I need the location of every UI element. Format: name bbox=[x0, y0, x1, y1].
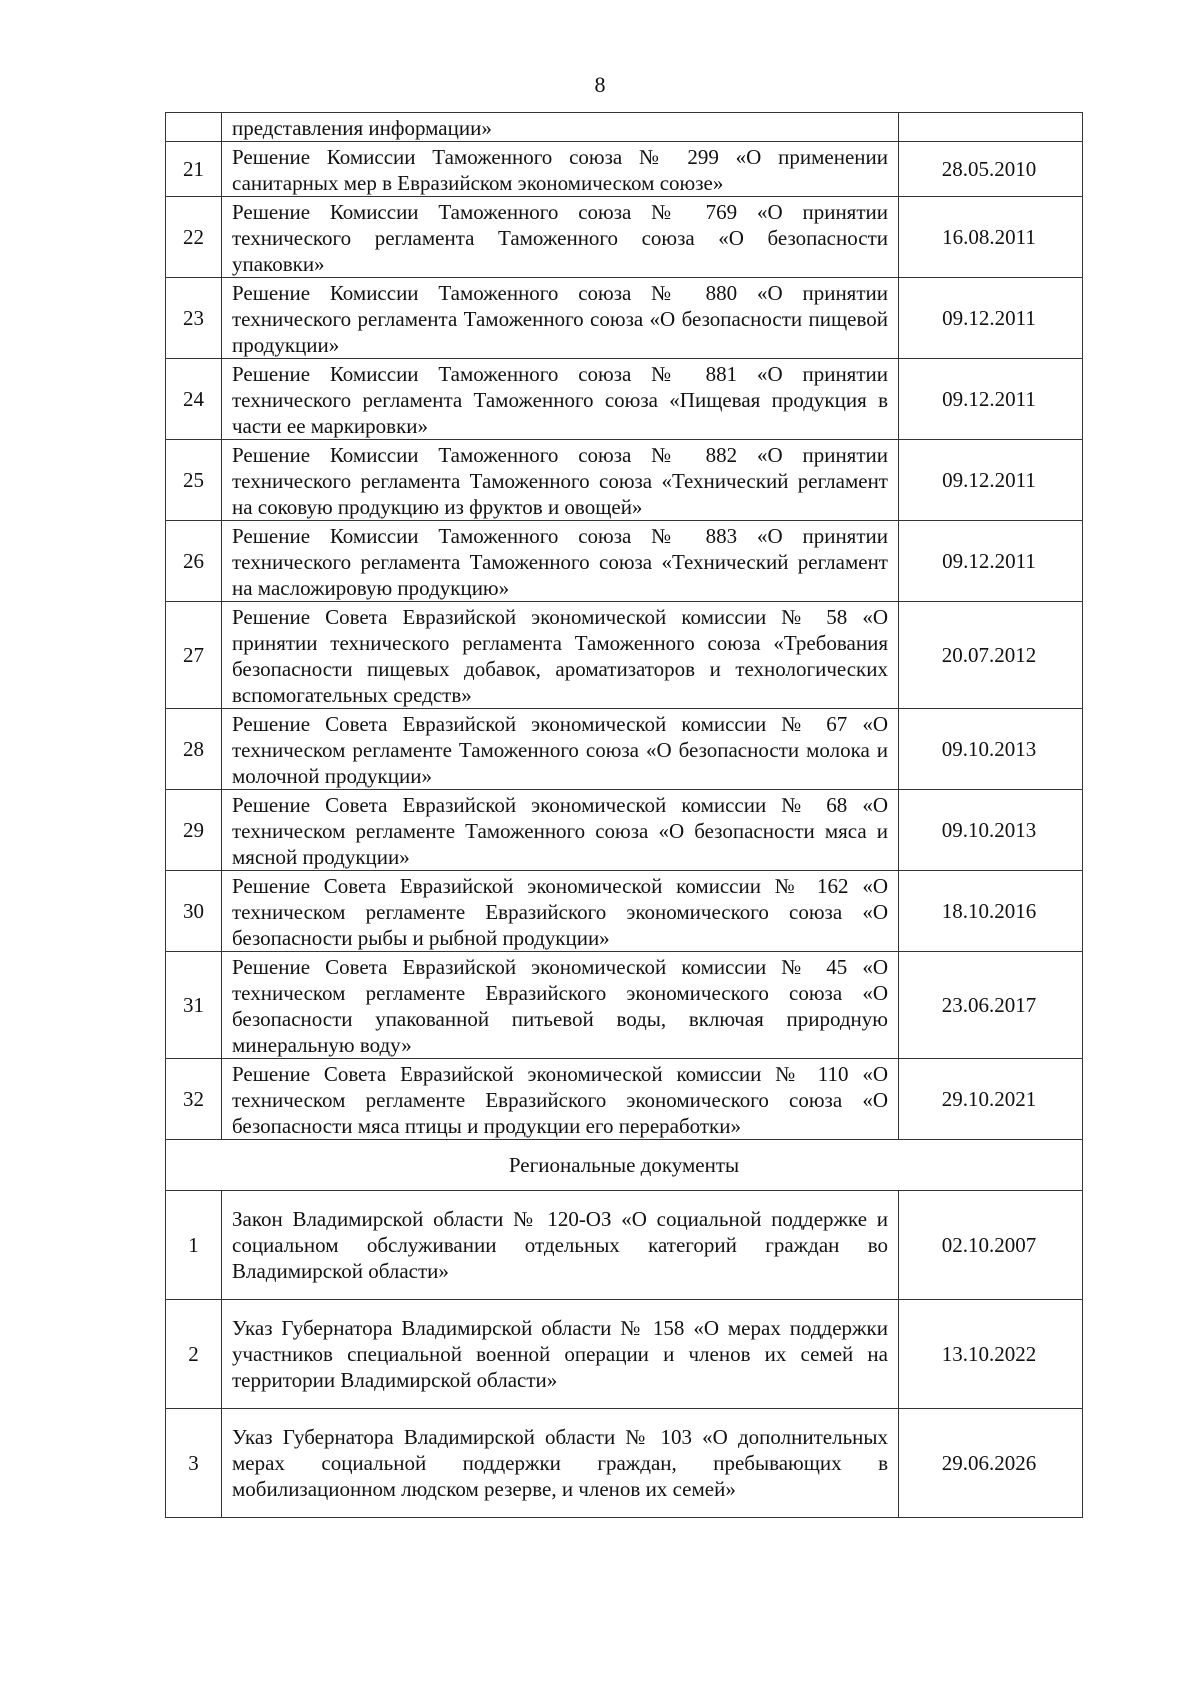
row-number: 32 bbox=[166, 1059, 222, 1140]
table-row bbox=[166, 440, 1083, 521]
row-number: 27 bbox=[166, 602, 222, 709]
row-number: 22 bbox=[166, 197, 222, 278]
row-title: Решение Совета Евразийской экономической комиссии № 110 «О техническом регламенте Евразийского экономического союза «О безопасности мяса птицы и продукции его переработки» bbox=[222, 1059, 899, 1140]
row-date bbox=[899, 113, 1083, 142]
row-number: 29 bbox=[166, 790, 222, 871]
row-number bbox=[166, 113, 222, 142]
row-date: 16.08.2011 bbox=[899, 197, 1083, 278]
row-date: 29.10.2021 bbox=[899, 1059, 1083, 1140]
row-title: Решение Комиссии Таможенного союза № 881 «О принятии технического регламента Таможенного союза «Пищевая продукция в части ее маркировки» bbox=[222, 359, 899, 440]
row-number: 23 bbox=[166, 278, 222, 359]
row-number: 24 bbox=[166, 359, 222, 440]
row-date: 13.10.2022 bbox=[899, 1300, 1083, 1409]
table-row bbox=[166, 1059, 1083, 1140]
section-header-row bbox=[166, 1140, 1083, 1191]
table-row bbox=[166, 1191, 1083, 1300]
row-date: 02.10.2007 bbox=[899, 1191, 1083, 1300]
documents-table bbox=[165, 112, 1083, 1518]
table-row bbox=[166, 278, 1083, 359]
row-title: Указ Губернатора Владимирской области № 103 «О дополнительных мерах социальной поддержки граждан, пребывающих в мобилизационном людском резерве, и членов их семей» bbox=[222, 1409, 899, 1518]
table-row bbox=[166, 142, 1083, 197]
row-number: 26 bbox=[166, 521, 222, 602]
row-date: 09.12.2011 bbox=[899, 278, 1083, 359]
row-number: 3 bbox=[166, 1409, 222, 1518]
row-title: Указ Губернатора Владимирской области № 158 «О мерах поддержки участников специальной военной операции и членов их семей на территории Владимирской области» bbox=[222, 1300, 899, 1409]
row-title: Решение Комиссии Таможенного союза № 883 «О принятии технического регламента Таможенного союза «Технический регламент на масложировую продукцию» bbox=[222, 521, 899, 602]
section-title: Региональные документы bbox=[166, 1140, 1083, 1191]
row-title: Решение Комиссии Таможенного союза № 299 «О применении санитарных мер в Евразийском экономическом союзе» bbox=[222, 142, 899, 197]
row-title: Решение Совета Евразийской экономической комиссии № 67 «О техническом регламенте Таможенного союза «О безопасности молока и молочной продукции» bbox=[222, 709, 899, 790]
row-date: 18.10.2016 bbox=[899, 871, 1083, 952]
row-number: 31 bbox=[166, 952, 222, 1059]
row-title: Решение Комиссии Таможенного союза № 880 «О принятии технического регламента Таможенного союза «О безопасности пищевой продукции» bbox=[222, 278, 899, 359]
table-row bbox=[166, 952, 1083, 1059]
table-row bbox=[166, 709, 1083, 790]
row-date: 09.12.2011 bbox=[899, 440, 1083, 521]
row-title: Решение Совета Евразийской экономической комиссии № 162 «О техническом регламенте Евразийского экономического союза «О безопасности рыбы и рыбной продукции» bbox=[222, 871, 899, 952]
row-date: 09.10.2013 bbox=[899, 790, 1083, 871]
table-row bbox=[166, 602, 1083, 709]
row-number: 28 bbox=[166, 709, 222, 790]
row-title: Закон Владимирской области № 120-ОЗ «О социальной поддержке и социальном обслуживании отдельных категорий граждан во Владимирской области» bbox=[222, 1191, 899, 1300]
row-date: 23.06.2017 bbox=[899, 952, 1083, 1059]
page-number: 8 bbox=[594, 72, 606, 97]
row-number: 30 bbox=[166, 871, 222, 952]
row-number: 1 bbox=[166, 1191, 222, 1300]
row-title: Решение Комиссии Таможенного союза № 882 «О принятии технического регламента Таможенного союза «Технический регламент на соковую продукцию из фруктов и овощей» bbox=[222, 440, 899, 521]
table-row bbox=[166, 359, 1083, 440]
table-row bbox=[166, 1300, 1083, 1409]
row-date: 09.12.2011 bbox=[899, 521, 1083, 602]
row-date: 29.06.2026 bbox=[899, 1409, 1083, 1518]
row-title: Решение Совета Евразийской экономической комиссии № 45 «О техническом регламенте Евразийского экономического союза «О безопасности упакованной питьевой воды, включая природную минеральную воду» bbox=[222, 952, 899, 1059]
table-row bbox=[166, 1409, 1083, 1518]
table-row bbox=[166, 197, 1083, 278]
row-number: 21 bbox=[166, 142, 222, 197]
row-title: Решение Совета Евразийской экономической комиссии № 58 «О принятии технического регламента Таможенного союза «Требования безопасности пищевых добавок, ароматизаторов и технологических вспомогательных средств» bbox=[222, 602, 899, 709]
row-date: 28.05.2010 bbox=[899, 142, 1083, 197]
row-date: 20.07.2012 bbox=[899, 602, 1083, 709]
row-number: 25 bbox=[166, 440, 222, 521]
row-date: 09.10.2013 bbox=[899, 709, 1083, 790]
table-row-continued bbox=[166, 113, 1083, 142]
table-row bbox=[166, 790, 1083, 871]
row-title: представления информации» bbox=[222, 113, 899, 142]
table-row bbox=[166, 521, 1083, 602]
row-title: Решение Совета Евразийской экономической комиссии № 68 «О техническом регламенте Таможенного союза «О безопасности мяса и мясной продукции» bbox=[222, 790, 899, 871]
row-number: 2 bbox=[166, 1300, 222, 1409]
row-title: Решение Комиссии Таможенного союза № 769 «О принятии технического регламента Таможенного союза «О безопасности упаковки» bbox=[222, 197, 899, 278]
row-date: 09.12.2011 bbox=[899, 359, 1083, 440]
table-row bbox=[166, 871, 1083, 952]
